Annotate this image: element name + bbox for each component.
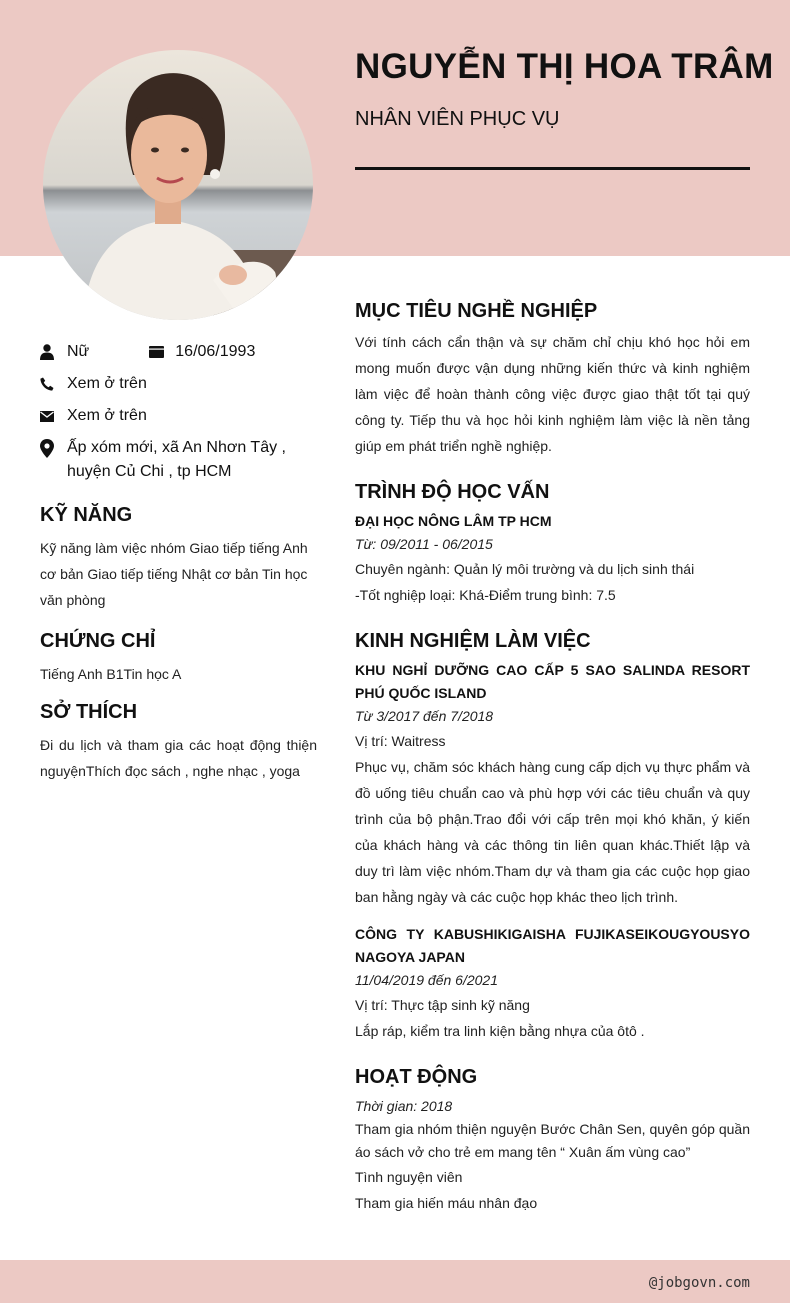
objective-heading: MỤC TIÊU NGHỀ NGHIỆP xyxy=(355,300,598,322)
skills-heading: KỸ NĂNG xyxy=(40,504,133,526)
email-value: Xem ở trên xyxy=(67,407,147,424)
activity-item: Tham gia hiến máu nhân đạo xyxy=(355,1195,538,1211)
experience-item xyxy=(355,659,750,910)
email-row xyxy=(40,404,317,428)
activity-time: Thời gian: 2018 xyxy=(355,1098,453,1114)
hobbies-heading: SỞ THÍCH xyxy=(40,701,138,723)
job-period: Từ 3/2017 đến 7/2018 xyxy=(355,708,494,724)
skills-text: Kỹ năng làm việc nhóm Giao tiếp tiếng Anh cơ bản Giao tiếp tiếng Nhật cơ bản Tin học văn phòng xyxy=(40,540,308,608)
job-position: Vị trí: Thực tập sinh kỹ năng xyxy=(355,997,530,1013)
experience-item xyxy=(355,923,750,1044)
right-column xyxy=(355,300,750,1216)
job-position: Vị trí: Waitress xyxy=(355,733,446,749)
job-title: NHÂN VIÊN PHỤC VỤ xyxy=(355,108,560,130)
certificates-heading: CHỨNG CHỈ xyxy=(40,630,156,652)
location-pin-icon xyxy=(40,436,54,460)
address-value: Ấp xóm mới, xã An Nhơn Tây , huyện Củ Chi , tp HCM xyxy=(67,439,286,480)
objective-text: Với tính cách cẩn thận và sự chăm chỉ chịu khó học hỏi em mong muốn được vận dụng những kiến thức và kinh nghiệm làm việc để hoàn thành công việc được giao thật tốt tại quý công ty. Tiếp thu và học hỏi kinh nghiệm làm việc là nền tảng giúp em phát triển nghề nghiệp. xyxy=(355,334,750,454)
activities-heading: HOẠT ĐỘNG xyxy=(355,1066,478,1088)
gender-birthday-row xyxy=(40,340,317,364)
header-divider xyxy=(355,167,750,170)
experience-heading: KINH NGHIỆM LÀM VIỆC xyxy=(355,630,591,652)
mail-icon xyxy=(40,404,54,428)
job-description: Phục vụ, chăm sóc khách hàng cung cấp dịch vụ thực phẩm và đồ uống tiêu chuẩn cao và phù hợp với các tiêu chuẩn và quy trình của bộ phận.Trao đổi với cấp trên mọi khó khăn, ý kiến của khách hàng và các thông tin liên quan khác.Thiết lập và duy trì làm việc nhóm.Tham dự và tham gia các cuộc họp giao ban hằng ngày và các cuộc họp khác theo lịch trình. xyxy=(355,759,750,905)
activity-item: Tham gia nhóm thiện nguyện Bước Chân Sen, quyên góp quần áo sách vở cho trẻ em mang tên “ Xuân ấm vùng cao” xyxy=(355,1121,750,1160)
birthday xyxy=(149,340,255,364)
left-column xyxy=(40,340,317,784)
phone-value: Xem ở trên xyxy=(67,375,147,392)
phone-icon xyxy=(40,372,54,396)
certificates-text: Tiếng Anh B1Tin học A xyxy=(40,666,182,682)
company-name: KHU NGHỈ DƯỠNG CAO CẤP 5 SAO SALINDA RESORT PHÚ QUỐC ISLAND xyxy=(355,662,750,701)
profile-photo xyxy=(43,50,313,320)
company-name: CÔNG TY KABUSHIKIGAISHA FUJIKASEIKOUGYOUSYO NAGOYA JAPAN xyxy=(355,926,750,965)
job-description: Lắp ráp, kiểm tra linh kiện bằng nhựa của ôtô . xyxy=(355,1023,645,1039)
watermark: @jobgovn.com xyxy=(648,1275,750,1291)
education-heading: TRÌNH ĐỘ HỌC VẤN xyxy=(355,481,550,503)
birthday-value: 16/06/1993 xyxy=(175,343,256,360)
person-icon xyxy=(40,340,54,364)
education-major: Chuyên ngành: Quản lý môi trường và du lịch sinh thái xyxy=(355,561,695,577)
phone-row xyxy=(40,372,317,396)
activity-item: Tình nguyện viên xyxy=(355,1169,463,1185)
school-name: ĐẠI HỌC NÔNG LÂM TP HCM xyxy=(355,513,552,529)
calendar-icon xyxy=(149,340,164,364)
job-period: 11/04/2019 đến 6/2021 xyxy=(355,972,498,988)
gender-value: Nữ xyxy=(67,343,90,360)
address-row xyxy=(40,436,317,484)
education-grade: -Tốt nghiệp loại: Khá-Điểm trung bình: 7.5 xyxy=(355,587,616,603)
education-period: Từ: 09/2011 - 06/2015 xyxy=(355,536,493,552)
hobbies-text: Đi du lịch và tham gia các hoạt động thiện nguyệnThích đọc sách , nghe nhạc , yoga xyxy=(40,737,317,779)
candidate-name: NGUYỄN THỊ HOA TRÂM xyxy=(355,47,774,86)
